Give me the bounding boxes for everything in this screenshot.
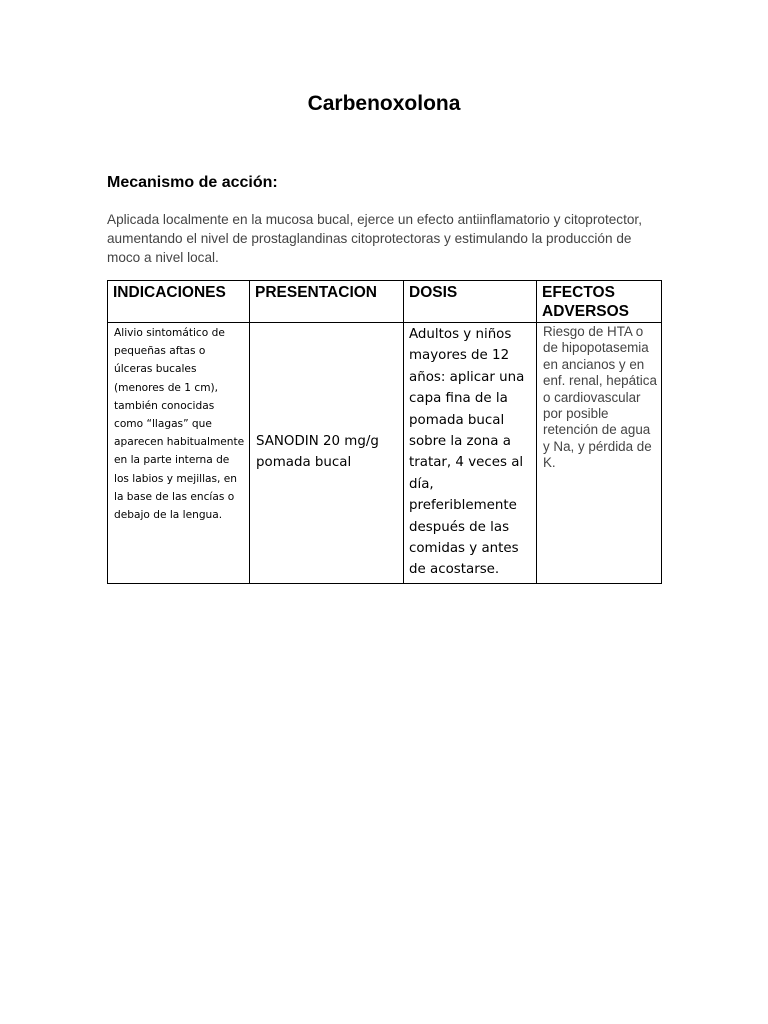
header-presentacion: PRESENTACION xyxy=(250,281,404,323)
header-dosis: DOSIS xyxy=(404,281,537,323)
mechanism-heading: Mecanismo de acción: xyxy=(107,174,278,191)
table-row xyxy=(108,323,662,584)
page-title: Carbenoxolona xyxy=(307,92,461,115)
mechanism-text: Aplicada localmente en la mucosa bucal, ejerce un efecto antiinflamatorio y citoprotector, aumentando el nivel de prostaglandinas citoprotectoras y estimulando la producción de moco a nivel local. xyxy=(107,212,642,265)
cell-indicaciones: Alivio sintomático de pequeñas aftas o úlceras bucales (menores de 1 cm), también conocidas como “llagas” que aparecen habitualmente en la parte interna de los labios y mejillas, en la base de las encías o debajo de la lengua. xyxy=(108,323,250,584)
header-efectos-adversos: EFECTOS ADVERSOS xyxy=(537,281,662,323)
cell-dosis: Adultos y niños mayores de 12 años: aplicar una capa fina de la pomada bucal sobre la zona a tratar, 4 veces al día, preferiblemente después de las comidas y antes de acostarse. xyxy=(404,323,537,584)
table-header-row xyxy=(108,281,662,323)
header-indicaciones: INDICACIONES xyxy=(108,281,250,323)
cell-efectos-adversos: Riesgo de HTA o de hipopotasemia en ancianos y en enf. renal, hepática o cardiovascular por posible retención de agua y Na, y pérdida de K. xyxy=(537,323,662,584)
drug-info-table xyxy=(107,280,662,584)
cell-presentacion: SANODIN 20 mg/g pomada bucal xyxy=(250,323,404,584)
